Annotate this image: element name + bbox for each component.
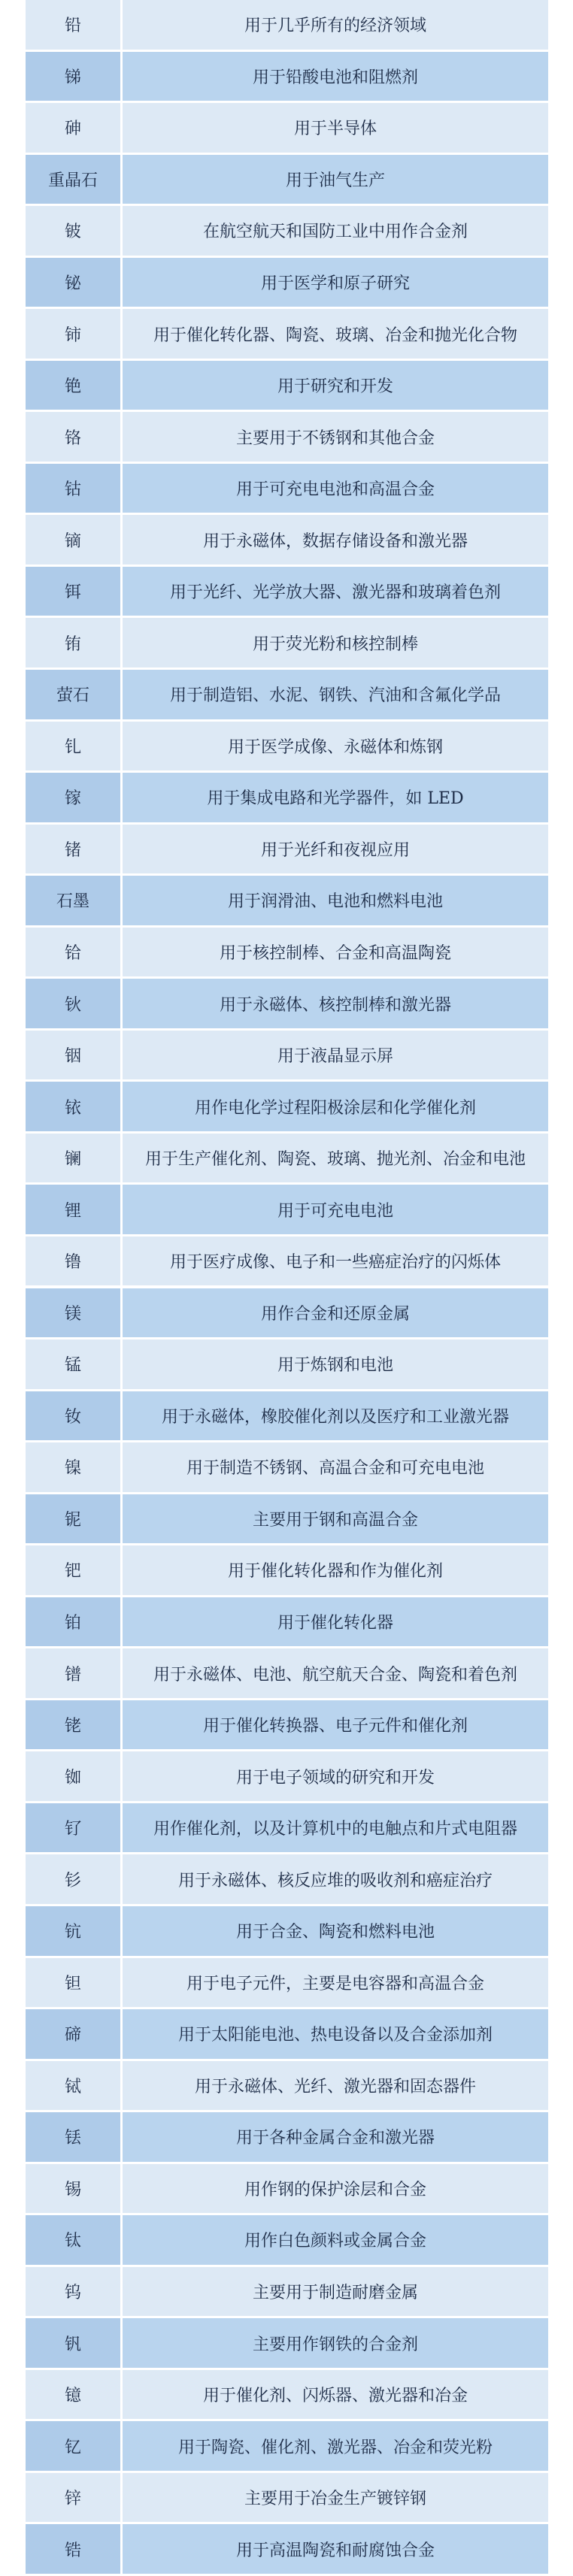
table-row [0, 928, 573, 979]
element-use-cell: 用于永磁体、核控制棒和激光器 [123, 979, 548, 1028]
element-use-cell: 用于医学成像、永磁体和炼钢 [123, 722, 548, 771]
element-use-cell: 用于铅酸电池和阻燃剂 [123, 52, 548, 101]
element-use-cell: 用于几乎所有的经济领域 [123, 0, 548, 50]
element-use-cell: 用于催化转化器和作为催化剂 [123, 1545, 548, 1595]
element-use-cell: 用于永磁体、电池、航空航天合金、陶瓷和着色剂 [123, 1648, 548, 1698]
element-name-cell: 铑 [26, 1700, 120, 1750]
table-row [0, 1288, 573, 1340]
element-name-cell: 镁 [26, 1288, 120, 1338]
element-name-cell: 铥 [26, 2112, 120, 2162]
element-use-cell: 用于太阳能电池、热电设备以及合金添加剂 [123, 2009, 548, 2059]
element-use-cell: 用于催化转换器、电子元件和催化剂 [123, 1700, 548, 1750]
table-row [0, 1237, 573, 1288]
element-name-cell: 钒 [26, 2318, 120, 2368]
table-row [0, 1545, 573, 1597]
element-name-cell: 锌 [26, 2473, 120, 2523]
element-use-cell: 用于永磁体，数据存储设备和激光器 [123, 515, 548, 565]
element-name-cell: 铱 [26, 1082, 120, 1131]
table-row [0, 1134, 573, 1185]
element-name-cell: 铌 [26, 1494, 120, 1544]
element-name-cell: 钌 [26, 1803, 120, 1853]
element-name-cell: 钇 [26, 2421, 120, 2471]
table-row [0, 1700, 573, 1752]
table-row [0, 825, 573, 876]
table-row [0, 412, 573, 464]
element-use-cell: 用于制造不锈钢、高温合金和可充电电池 [123, 1442, 548, 1492]
table-row [0, 155, 573, 207]
table-row [0, 2524, 573, 2576]
element-use-cell: 用于炼钢和电池 [123, 1339, 548, 1389]
element-use-cell: 用于润滑油、电池和燃料电池 [123, 876, 548, 925]
element-use-cell: 用于催化转化器 [123, 1597, 548, 1647]
table-row [0, 2267, 573, 2319]
element-name-cell: 钴 [26, 464, 120, 513]
element-use-cell: 用于医疗成像、电子和一些癌症治疗的闪烁体 [123, 1237, 548, 1286]
element-use-cell: 用于合金、陶瓷和燃料电池 [123, 1906, 548, 1956]
table-row [0, 2164, 573, 2216]
element-name-cell: 碲 [26, 2009, 120, 2059]
element-use-cell: 用于生产催化剂、陶瓷、玻璃、抛光剂、冶金和电池 [123, 1134, 548, 1183]
element-name-cell: 锆 [26, 2524, 120, 2574]
table-row [0, 515, 573, 567]
element-name-cell: 铟 [26, 1031, 120, 1080]
element-name-cell: 钽 [26, 1958, 120, 2008]
element-name-cell: 重晶石 [26, 155, 120, 204]
table-row [0, 1854, 573, 1906]
element-name-cell: 铯 [26, 361, 120, 410]
element-name-cell: 镓 [26, 773, 120, 822]
table-row [0, 1648, 573, 1700]
element-name-cell: 铪 [26, 928, 120, 977]
table-row [0, 979, 573, 1031]
element-use-cell: 用于电子领域的研究和开发 [123, 1751, 548, 1801]
element-name-cell: 铒 [26, 567, 120, 616]
element-use-cell: 用于各种金属合金和激光器 [123, 2112, 548, 2162]
table-row [0, 1442, 573, 1494]
table-row [0, 1494, 573, 1546]
element-name-cell: 砷 [26, 103, 120, 153]
element-use-cell: 用于研究和开发 [123, 361, 548, 410]
table-row [0, 2318, 573, 2370]
table-row [0, 876, 573, 928]
element-name-cell: 铈 [26, 309, 120, 359]
element-use-cell: 用于陶瓷、催化剂、激光器、冶金和荧光粉 [123, 2421, 548, 2471]
element-use-cell: 用于医学和原子研究 [123, 258, 548, 307]
element-name-cell: 钨 [26, 2267, 120, 2317]
element-name-cell: 萤石 [26, 670, 120, 719]
element-use-cell: 用于半导体 [123, 103, 548, 153]
element-use-cell: 用作钢的保护涂层和合金 [123, 2164, 548, 2214]
element-use-cell: 主要用于冶金生产镀锌钢 [123, 2473, 548, 2523]
table-row [0, 2061, 573, 2113]
element-use-cell: 用于永磁体、光纤、激光器和固态器件 [123, 2061, 548, 2111]
element-use-cell: 主要用于制造耐磨金属 [123, 2267, 548, 2317]
table-row [0, 773, 573, 825]
element-name-cell: 铕 [26, 618, 120, 667]
element-use-cell: 用于集成电路和光学器件，如 LED [123, 773, 548, 822]
element-name-cell: 钬 [26, 979, 120, 1028]
element-use-cell: 用于高温陶瓷和耐腐蚀合金 [123, 2524, 548, 2574]
table-row [0, 464, 573, 516]
element-use-cell: 用于光纤、光学放大器、激光器和玻璃着色剂 [123, 567, 548, 616]
element-use-cell: 用作电化学过程阳极涂层和化学催化剂 [123, 1082, 548, 1131]
table-row [0, 2473, 573, 2525]
table-row [0, 1185, 573, 1237]
element-name-cell: 铽 [26, 2061, 120, 2111]
element-use-cell: 主要用于钢和高温合金 [123, 1494, 548, 1544]
table-row [0, 618, 573, 670]
element-name-cell: 镍 [26, 1442, 120, 1492]
element-name-cell: 镝 [26, 515, 120, 565]
element-use-cell: 用于可充电电池 [123, 1185, 548, 1234]
element-name-cell: 钯 [26, 1545, 120, 1595]
element-use-cell: 用作催化剂，以及计算机中的电触点和片式电阻器 [123, 1803, 548, 1853]
element-name-cell: 镨 [26, 1648, 120, 1698]
element-use-cell: 用于催化剂、闪烁器、激光器和冶金 [123, 2370, 548, 2420]
element-name-cell: 锡 [26, 2164, 120, 2214]
table-row [0, 1803, 573, 1855]
table-row [0, 2421, 573, 2473]
element-use-cell: 用作白色颜料或金属合金 [123, 2215, 548, 2265]
element-use-cell: 用于可充电电池和高温合金 [123, 464, 548, 513]
table-row [0, 1751, 573, 1803]
element-use-cell: 用于永磁体，橡胶催化剂以及医疗和工业激光器 [123, 1391, 548, 1441]
element-name-cell: 镧 [26, 1134, 120, 1183]
table-row [0, 1906, 573, 1958]
element-use-cell: 主要用作钢铁的合金剂 [123, 2318, 548, 2368]
element-use-cell: 用于光纤和夜视应用 [123, 825, 548, 874]
table-row [0, 0, 573, 52]
element-name-cell: 铬 [26, 412, 120, 462]
element-use-cell: 用于制造铝、水泥、钢铁、汽油和含氟化学品 [123, 670, 548, 719]
element-name-cell: 镱 [26, 2370, 120, 2420]
element-name-cell: 锰 [26, 1339, 120, 1389]
element-use-cell: 用作合金和还原金属 [123, 1288, 548, 1338]
element-name-cell: 铍 [26, 206, 120, 256]
table-row [0, 309, 573, 361]
table-row [0, 2370, 573, 2422]
element-name-cell: 钛 [26, 2215, 120, 2265]
table-row [0, 670, 573, 722]
element-name-cell: 铅 [26, 0, 120, 50]
element-use-cell: 用于电子元件，主要是电容器和高温合金 [123, 1958, 548, 2008]
table-row [0, 1391, 573, 1443]
table-row [0, 722, 573, 773]
element-use-cell: 主要用于不锈钢和其他合金 [123, 412, 548, 462]
element-name-cell: 钆 [26, 722, 120, 771]
element-name-cell: 镥 [26, 1237, 120, 1286]
element-use-cell: 用于液晶显示屏 [123, 1031, 548, 1080]
table-row [0, 1031, 573, 1082]
element-name-cell: 铷 [26, 1751, 120, 1801]
element-name-cell: 钕 [26, 1391, 120, 1441]
element-use-cell: 用于催化转化器、陶瓷、玻璃、冶金和抛光化合物 [123, 309, 548, 359]
table-row [0, 258, 573, 310]
element-name-cell: 锂 [26, 1185, 120, 1234]
table-row [0, 103, 573, 155]
element-use-cell: 用于荧光粉和核控制棒 [123, 618, 548, 667]
element-use-cell: 用于永磁体、核反应堆的吸收剂和癌症治疗 [123, 1854, 548, 1904]
table-row [0, 206, 573, 258]
table-row [0, 1339, 573, 1391]
element-use-cell: 在航空航天和国防工业中用作合金剂 [123, 206, 548, 256]
element-name-cell: 钐 [26, 1854, 120, 1904]
table-row [0, 1958, 573, 2010]
table-row [0, 2215, 573, 2267]
element-name-cell: 铋 [26, 258, 120, 307]
table-row [0, 52, 573, 104]
element-name-cell: 钪 [26, 1906, 120, 1956]
element-name-cell: 锑 [26, 52, 120, 101]
element-name-cell: 锗 [26, 825, 120, 874]
table-row [0, 1082, 573, 1134]
table-row [0, 1597, 573, 1649]
element-use-cell: 用于核控制棒、合金和高温陶瓷 [123, 928, 548, 977]
element-name-cell: 石墨 [26, 876, 120, 925]
table-row [0, 2009, 573, 2061]
table-row [0, 361, 573, 413]
element-name-cell: 铂 [26, 1597, 120, 1647]
table-row [0, 567, 573, 619]
table-row [0, 2112, 573, 2164]
element-use-cell: 用于油气生产 [123, 155, 548, 204]
